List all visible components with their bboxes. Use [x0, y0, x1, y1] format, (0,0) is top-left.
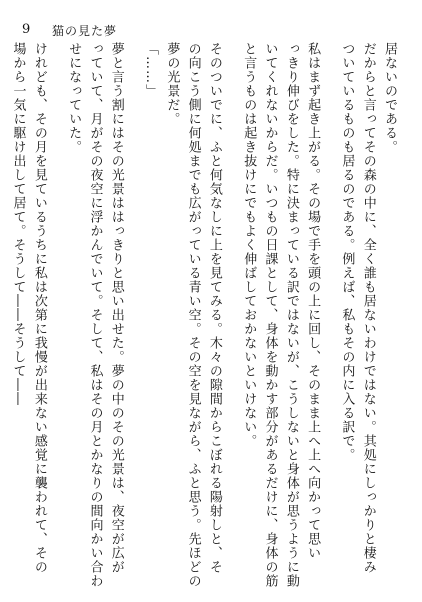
text-line: いてくれないからだ。いつもの日課として、身体を動かす部分があるだけに、身体の筋	[262, 42, 278, 588]
text-line: 「……」	[143, 42, 159, 98]
text-line	[0, 42, 7, 568]
vertical-body-text	[10, 42, 400, 588]
text-line: っていて、月がその夜空に浮かんでいて。そして、私はその月とかなりの間向かい合わ	[87, 42, 103, 588]
text-line: 場から一気に駆け出して居て。そうして――そうして――	[10, 42, 26, 406]
text-line: 居ないのである。	[382, 42, 397, 154]
text-line: せになっていた。	[66, 42, 82, 154]
text-line: 夢と言う割にはその光景ははっきりと思い出せた。夢の中のその光景は、夜空が広が	[108, 42, 124, 574]
text-line: そのついでに、ふと何気なしに上を見てみる。木々の隙間からこぼれる陽射しと、そ	[206, 42, 222, 574]
text-line: 私はまず起き上がる。その場で手を頭の上に回し、そのまま上へ上へ向かって思い	[305, 42, 321, 560]
page-header	[22, 22, 400, 44]
text-line: 夢の光景だ。	[164, 42, 180, 126]
text-line: と言うものは起き抜けにでもよく伸ばしておかないといけない。	[241, 42, 257, 448]
text-line: っきり伸びをした。特に決まっている訳ではないが、こうしないと身体が思うように動	[283, 42, 299, 588]
book-title: 猫の見た夢	[52, 24, 118, 38]
text-line: の向こう側に何処までも広がっている青い空。その空を見ながら、ふと思う。先ほどの	[185, 42, 201, 588]
page-number: 9	[22, 22, 31, 37]
text-line: けれども、その月を見ているうちに私は次第に我慢が出来ない感覚に襲われて、その	[31, 42, 47, 574]
text-line: ついているものも居るのである。例えば、私もその内に入る訳で。	[339, 42, 355, 462]
text-line: だからと言ってその森の中に、全く誰も居ないわけではない。其処にしっかりと棲み	[360, 42, 376, 574]
